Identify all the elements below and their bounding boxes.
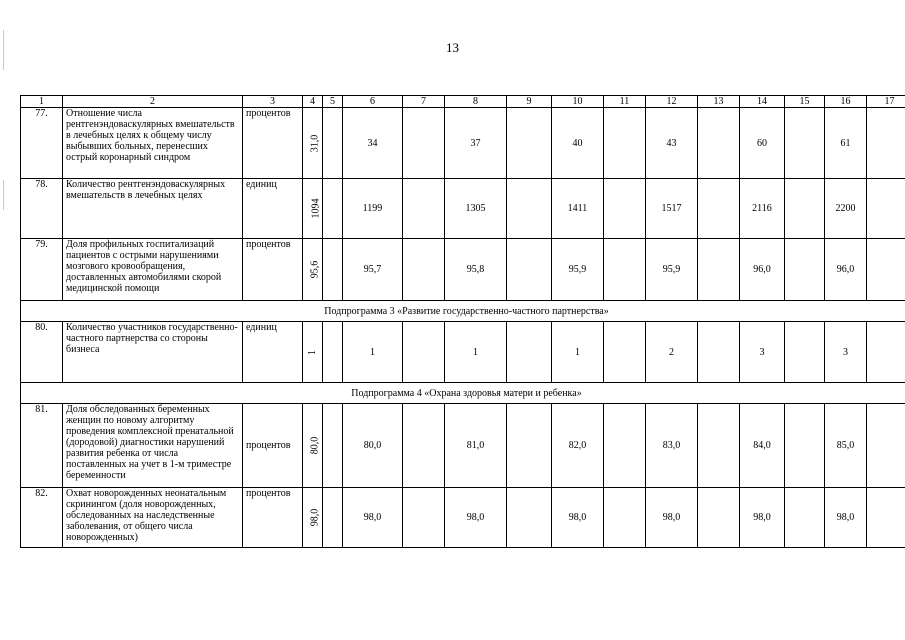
column-number-17: 17	[867, 96, 905, 108]
indicator-row	[21, 488, 905, 548]
page-number: 13	[446, 40, 459, 55]
value-col-16: 96,0	[825, 239, 867, 301]
column-number-16: 16	[825, 96, 867, 108]
value-col-12: 95,9	[646, 239, 698, 301]
column-number-5: 5	[323, 96, 343, 108]
value-col-5	[323, 488, 343, 548]
indicator-name: Количество рентгенэндоваскулярных вмешательств в лечебных целях	[63, 179, 243, 239]
value-col-15	[785, 239, 825, 301]
subprogram-row	[21, 301, 905, 322]
base-value: 1	[307, 349, 318, 355]
indicator-unit: единиц	[243, 179, 303, 239]
base-value: 31,0	[309, 134, 321, 152]
indicator-name: Количество участников государственно-частного партнерства со стороны бизнеса	[63, 322, 243, 383]
subprogram-row	[21, 383, 905, 404]
column-number-15: 15	[785, 96, 825, 108]
subprogram-title: Подпрограмма 4 «Охрана здоровья матери и ребенка»	[21, 383, 905, 404]
base-value-cell	[303, 179, 323, 239]
value-col-14: 2116	[740, 179, 785, 239]
value-col-12: 1517	[646, 179, 698, 239]
base-value-cell	[303, 404, 323, 488]
value-col-14: 60	[740, 108, 785, 179]
indicator-name: Доля обследованных беременных женщин по новому алгоритму проведения комплексной пренатальной (дородовой) диагностики нарушений развития ребенка от числа поставленных на учет в 1-м триместре беременности	[63, 404, 243, 488]
value-col-13	[698, 404, 740, 488]
column-number-7: 7	[403, 96, 445, 108]
indicator-number: 77.	[21, 108, 63, 179]
value-col-9	[507, 488, 552, 548]
column-number-2: 2	[63, 96, 243, 108]
value-col-6: 98,0	[343, 488, 403, 548]
value-col-7	[403, 179, 445, 239]
column-number-6: 6	[343, 96, 403, 108]
subprogram-title: Подпрограмма 3 «Развитие государственно-частного партнерства»	[21, 301, 905, 322]
indicator-row	[21, 179, 905, 239]
value-col-16: 98,0	[825, 488, 867, 548]
value-col-16: 3	[825, 322, 867, 383]
scan-edge-mark	[3, 180, 4, 210]
value-col-14: 98,0	[740, 488, 785, 548]
value-col-5	[323, 179, 343, 239]
value-col-10: 40	[552, 108, 604, 179]
value-col-10: 98,0	[552, 488, 604, 548]
value-col-11	[604, 108, 646, 179]
value-col-13	[698, 488, 740, 548]
value-col-16: 85,0	[825, 404, 867, 488]
base-value-cell	[303, 239, 323, 301]
value-col-5	[323, 108, 343, 179]
value-col-7	[403, 322, 445, 383]
value-col-6: 1	[343, 322, 403, 383]
indicator-name: Отношение числа рентгенэндоваскулярных вмешательств в лечебных целях к общему числу выбывших больных, перенесших острый коронарный синдром	[63, 108, 243, 179]
base-value: 80,0	[309, 436, 321, 455]
value-col-13	[698, 179, 740, 239]
value-col-13	[698, 322, 740, 383]
column-number-row	[21, 96, 905, 108]
column-number-3: 3	[243, 96, 303, 108]
indicator-row	[21, 108, 905, 179]
value-col-17	[867, 322, 905, 383]
value-col-17	[867, 404, 905, 488]
base-value: 95,6	[309, 260, 321, 279]
value-col-8: 98,0	[445, 488, 507, 548]
indicator-row	[21, 239, 905, 301]
column-number-1: 1	[21, 96, 63, 108]
base-value-cell	[303, 108, 323, 179]
value-col-9	[507, 404, 552, 488]
value-col-12: 83,0	[646, 404, 698, 488]
column-number-12: 12	[646, 96, 698, 108]
indicator-number: 81.	[21, 404, 63, 488]
value-col-14: 96,0	[740, 239, 785, 301]
indicator-unit: процентов	[243, 108, 303, 179]
indicator-name: Доля профильных госпитализаций пациентов с острыми нарушениями мозгового кровообращения, доставленных автомобилями скорой медицинской помощи	[63, 239, 243, 301]
value-col-9	[507, 108, 552, 179]
column-number-13: 13	[698, 96, 740, 108]
value-col-7	[403, 108, 445, 179]
value-col-6: 80,0	[343, 404, 403, 488]
value-col-7	[403, 404, 445, 488]
value-col-13	[698, 108, 740, 179]
value-col-8: 1	[445, 322, 507, 383]
value-col-11	[604, 488, 646, 548]
value-col-5	[323, 322, 343, 383]
column-number-9: 9	[507, 96, 552, 108]
value-col-16: 2200	[825, 179, 867, 239]
value-col-15	[785, 404, 825, 488]
indicators-table	[20, 95, 905, 548]
indicator-number: 82.	[21, 488, 63, 548]
base-value: 98,0	[309, 508, 321, 527]
value-col-17	[867, 239, 905, 301]
value-col-7	[403, 488, 445, 548]
indicator-row	[21, 404, 905, 488]
indicator-number: 80.	[21, 322, 63, 383]
column-number-10: 10	[552, 96, 604, 108]
value-col-5	[323, 239, 343, 301]
value-col-5	[323, 404, 343, 488]
value-col-10: 1411	[552, 179, 604, 239]
value-col-10: 1	[552, 322, 604, 383]
value-col-8: 81,0	[445, 404, 507, 488]
value-col-6: 95,7	[343, 239, 403, 301]
value-col-10: 82,0	[552, 404, 604, 488]
value-col-9	[507, 179, 552, 239]
value-col-14: 3	[740, 322, 785, 383]
value-col-15	[785, 108, 825, 179]
value-col-12: 43	[646, 108, 698, 179]
value-col-12: 98,0	[646, 488, 698, 548]
value-col-14: 84,0	[740, 404, 785, 488]
indicator-unit: процентов	[243, 404, 303, 488]
value-col-17	[867, 488, 905, 548]
indicator-number: 79.	[21, 239, 63, 301]
value-col-7	[403, 239, 445, 301]
value-col-8: 37	[445, 108, 507, 179]
value-col-11	[604, 322, 646, 383]
indicator-unit: процентов	[243, 239, 303, 301]
indicator-name: Охват новорожденных неонатальным скринингом (доля новорожденных, обследованных на наследственные заболевания, от общего числа новорожденных)	[63, 488, 243, 548]
value-col-16: 61	[825, 108, 867, 179]
column-number-14: 14	[740, 96, 785, 108]
column-number-11: 11	[604, 96, 646, 108]
value-col-15	[785, 179, 825, 239]
base-value-cell	[303, 322, 323, 383]
indicator-unit: процентов	[243, 488, 303, 548]
value-col-6: 34	[343, 108, 403, 179]
base-value: 1094	[310, 198, 322, 219]
value-col-11	[604, 239, 646, 301]
value-col-8: 95,8	[445, 239, 507, 301]
value-col-8: 1305	[445, 179, 507, 239]
value-col-15	[785, 488, 825, 548]
indicator-number: 78.	[21, 179, 63, 239]
value-col-6: 1199	[343, 179, 403, 239]
value-col-9	[507, 239, 552, 301]
value-col-9	[507, 322, 552, 383]
indicator-unit: единиц	[243, 322, 303, 383]
value-col-11	[604, 179, 646, 239]
value-col-11	[604, 404, 646, 488]
value-col-17	[867, 108, 905, 179]
value-col-13	[698, 239, 740, 301]
value-col-17	[867, 179, 905, 239]
column-number-4: 4	[303, 96, 323, 108]
indicator-row	[21, 322, 905, 383]
base-value-cell	[303, 488, 323, 548]
value-col-15	[785, 322, 825, 383]
column-number-8: 8	[445, 96, 507, 108]
value-col-10: 95,9	[552, 239, 604, 301]
value-col-12: 2	[646, 322, 698, 383]
